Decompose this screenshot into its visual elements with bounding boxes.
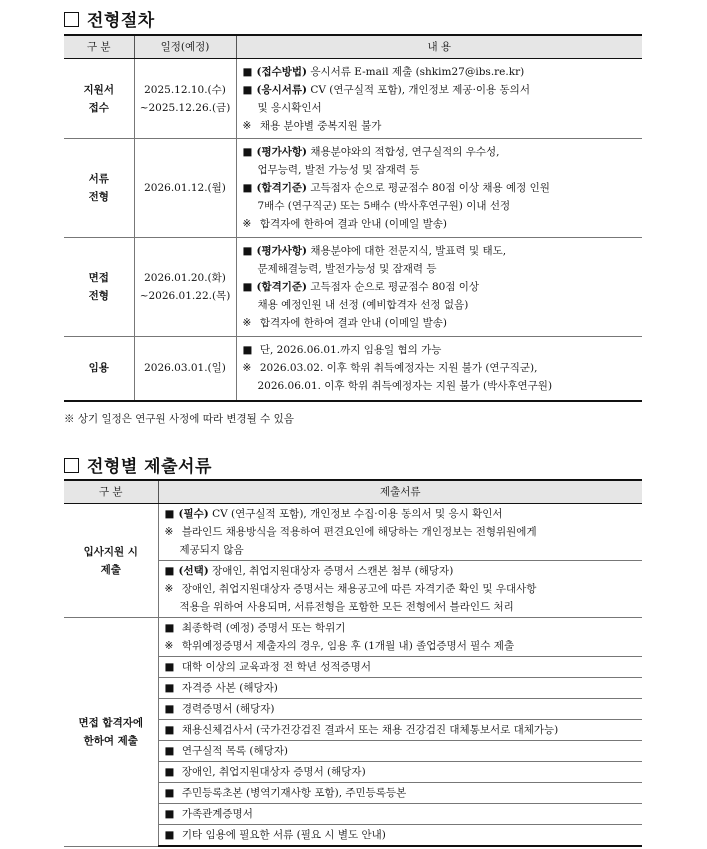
content-line: ※ 채용 분야별 중복지원 불가 <box>243 117 637 135</box>
section-title-procedure <box>64 6 155 31</box>
section-title-documents <box>64 452 212 477</box>
square-bullet-icon: ■ <box>242 83 253 96</box>
stage-date: 2025.12.10.(수) ~2025.12.26.(금) <box>134 59 236 139</box>
checkbox-square-icon <box>64 458 79 473</box>
schedule-note: ※ 상기 일정은 연구원 사정에 따라 변경될 수 있음 <box>64 413 294 425</box>
content-line: 및 응시확인서 <box>257 101 322 114</box>
stage-content <box>236 337 642 401</box>
content-line: ■ 기타 임용에 필요한 서류 (필요 시 별도 안내) <box>165 826 637 844</box>
document-item <box>158 657 642 678</box>
content-line: ■ (선택) 장애인, 취업지원대상자 증명서 스캔본 첨부 (해당자) <box>165 562 637 580</box>
document-item <box>158 678 642 699</box>
reference-mark-icon: ※ <box>164 640 174 652</box>
table-row <box>64 59 642 139</box>
content-line: ※ 학위예정증명서 제출자의 경우, 임용 후 (1개월 내) 졸업증명서 필수 제출 <box>165 637 637 655</box>
stage-name: 지원서 접수 <box>64 59 134 139</box>
stage-content <box>236 139 642 238</box>
document-item <box>158 618 642 657</box>
col-header-content: 내 용 <box>236 35 642 59</box>
category-name: 입사지원 시 제출 <box>64 504 158 618</box>
content-line: ■ (응시서류) CV (연구실적 포함), 개인정보 제공·이용 동의서 <box>243 81 637 99</box>
document-item <box>158 783 642 804</box>
square-bullet-icon: ■ <box>164 766 175 778</box>
square-bullet-icon: ■ <box>164 745 175 757</box>
document-item <box>158 699 642 720</box>
content-line: 제공되지 않음 <box>179 544 244 556</box>
square-bullet-icon: ■ <box>164 565 175 577</box>
square-bullet-icon: ■ <box>242 344 253 357</box>
square-bullet-icon: ■ <box>242 245 253 257</box>
documents-table <box>64 479 642 847</box>
reference-mark-icon: ※ <box>242 218 252 230</box>
content-line: ■ 자격증 사본 (해당자) <box>165 679 637 697</box>
document-item <box>158 504 642 561</box>
square-bullet-icon: ■ <box>164 724 175 736</box>
content-line: ※ 블라인드 채용방식을 적용하여 편견요인에 해당하는 개인정보는 전형위원에게 <box>165 523 637 541</box>
content-line: 7배수 (연구직군) 또는 5배수 (박사후연구원) 이내 선정 <box>257 200 511 212</box>
reference-mark-icon: ※ <box>242 119 252 132</box>
col-header-documents: 제출서류 <box>158 480 642 504</box>
section-title-text: 전형절차 <box>87 11 155 31</box>
reference-mark-icon: ※ <box>242 317 252 329</box>
content-line: ■ 최종학력 (예정) 증명서 또는 학위기 <box>165 619 637 637</box>
document-item <box>158 762 642 783</box>
table-row <box>64 504 642 561</box>
square-bullet-icon: ■ <box>164 622 175 634</box>
content-line: 업무능력, 발전 가능성 및 잠재력 등 <box>257 164 420 176</box>
content-line: ■ (합격기준) 고득점자 순으로 평균점수 80점 이상 채용 예정 인원 <box>243 179 637 197</box>
col-header-category: 구 분 <box>64 480 158 504</box>
document-item <box>158 825 642 847</box>
square-bullet-icon: ■ <box>164 661 175 673</box>
table-row <box>64 238 642 337</box>
content-line: ■ (평가사항) 채용분야에 대한 전문지식, 발표력 및 태도, <box>243 242 637 260</box>
square-bullet-icon: ■ <box>164 808 175 820</box>
stage-name: 서류 전형 <box>64 139 134 238</box>
procedure-table <box>64 34 642 402</box>
category-name: 면접 합격자에 한하여 제출 <box>64 618 158 847</box>
stage-date: 2026.01.20.(화) ~2026.01.22.(목) <box>134 238 236 337</box>
table-row <box>64 337 642 401</box>
table-row <box>64 139 642 238</box>
square-bullet-icon: ■ <box>242 65 253 78</box>
document-item <box>158 720 642 741</box>
content-line: ■ (접수방법) 응시서류 E-mail 제출 (shkim27@ibs.re.kr) <box>243 63 637 81</box>
reference-mark-icon: ※ <box>164 583 174 595</box>
section-title-text: 전형별 제출서류 <box>87 457 212 477</box>
content-line: 문제해결능력, 발전가능성 및 잠재력 등 <box>257 263 437 275</box>
content-line: ※ 합격자에 한하여 결과 안내 (이메일 발송) <box>243 314 637 332</box>
content-line: 적용을 위하여 사용되며, 서류전형을 포함한 모든 전형에서 블라인드 처리 <box>179 601 514 613</box>
content-line: ※ 2026.03.02. 이후 학위 취득예정자는 지원 불가 (연구직군), <box>243 359 637 377</box>
content-line: 2026.06.01. 이후 학위 취득예정자는 지원 불가 (박사후연구원) <box>257 380 553 393</box>
square-bullet-icon: ■ <box>164 829 175 841</box>
stage-name: 임용 <box>64 337 134 401</box>
square-bullet-icon: ■ <box>242 281 253 293</box>
content-line: ■ 연구실적 목록 (해당자) <box>165 742 637 760</box>
document-item <box>158 561 642 618</box>
content-line: ■ (평가사항) 채용분야와의 적합성, 연구실적의 우수성, <box>243 143 637 161</box>
content-line: ■ 가족관계증명서 <box>165 805 637 823</box>
content-line: ■ (필수) CV (연구실적 포함), 개인정보 수집·이용 동의서 및 응시 확인서 <box>165 505 637 523</box>
square-bullet-icon: ■ <box>242 182 253 194</box>
content-line: ■ 장애인, 취업지원대상자 증명서 (해당자) <box>165 763 637 781</box>
content-line: ■ 경력증명서 (해당자) <box>165 700 637 718</box>
stage-name: 면접 전형 <box>64 238 134 337</box>
content-line: ■ 대학 이상의 교육과정 전 학년 성적증명서 <box>165 658 637 676</box>
square-bullet-icon: ■ <box>164 787 175 799</box>
col-header-category: 구 분 <box>64 35 134 59</box>
stage-content <box>236 238 642 337</box>
stage-date: 2026.03.01.(일) <box>134 337 236 401</box>
square-bullet-icon: ■ <box>164 703 175 715</box>
content-line: ■ (합격기준) 고득점자 순으로 평균점수 80점 이상 <box>243 278 637 296</box>
content-line: 채용 예정인원 내 선정 (예비합격자 선정 없음) <box>257 299 469 311</box>
square-bullet-icon: ■ <box>164 682 175 694</box>
content-line: ※ 합격자에 한하여 결과 안내 (이메일 발송) <box>243 215 637 233</box>
col-header-schedule: 일정(예정) <box>134 35 236 59</box>
reference-mark-icon: ※ <box>242 362 252 375</box>
content-line: ■ 채용신체검사서 (국가건강검진 결과서 또는 채용 건강검진 대체통보서로 대체가능) <box>165 721 637 739</box>
checkbox-square-icon <box>64 12 79 27</box>
reference-mark-icon: ※ <box>164 526 174 538</box>
table-row <box>64 618 642 657</box>
content-line: ※ 장애인, 취업지원대상자 증명서는 채용공고에 따른 자격기준 확인 및 우대사항 <box>165 580 637 598</box>
square-bullet-icon: ■ <box>164 508 175 520</box>
content-line: ■ 단, 2026.06.01.까지 임용일 협의 가능 <box>243 341 637 359</box>
content-line: ■ 주민등록초본 (병역기재사항 포함), 주민등록등본 <box>165 784 637 802</box>
square-bullet-icon: ■ <box>242 146 253 158</box>
stage-content <box>236 59 642 139</box>
document-item <box>158 741 642 762</box>
stage-date: 2026.01.12.(월) <box>134 139 236 238</box>
document-item <box>158 804 642 825</box>
